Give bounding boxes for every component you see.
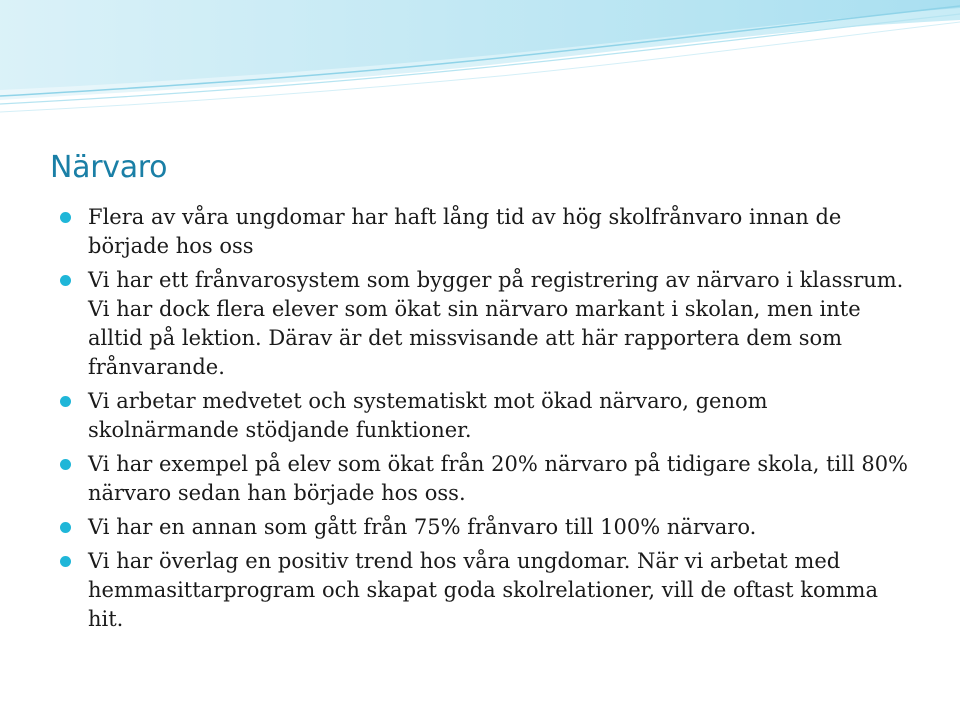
bullet-text: Vi har exempel på elev som ökat från 20% närvaro på tidigare skola, till 80% närvaro sedan han började hos oss. [88, 452, 909, 505]
bullet-text: Vi har en annan som gått från 75% frånvaro till 100% närvaro. [88, 515, 757, 539]
bullet-dot-icon [60, 556, 71, 567]
bullet-item [58, 387, 908, 445]
bullet-dot-icon [60, 212, 71, 223]
bullet-dot-icon [60, 275, 71, 286]
bullet-item [58, 266, 908, 382]
bullet-list [58, 203, 908, 639]
bullet-item [58, 513, 908, 542]
bullet-text: Vi har överlag en positiv trend hos våra ungdomar. När vi arbetat med hemmasittarprogram och skapat goda skolrelationer, vill de oftast komma hit. [88, 549, 878, 631]
bullet-text: Vi arbetar medvetet och systematiskt mot ökad närvaro, genom skolnärmande stödjande funktioner. [88, 389, 768, 442]
slide-title: Närvaro [50, 150, 168, 185]
bullet-dot-icon [60, 396, 71, 407]
bullet-text: Flera av våra ungdomar har haft lång tid av hög skolfrånvaro innan de började hos oss [88, 205, 842, 258]
bullet-dot-icon [60, 459, 71, 470]
bullet-item [58, 450, 908, 508]
bullet-item [58, 203, 908, 261]
decorative-wave-header [0, 0, 960, 130]
bullet-item [58, 547, 908, 634]
bullet-dot-icon [60, 522, 71, 533]
bullet-text: Vi har ett frånvarosystem som bygger på registrering av närvaro i klassrum. Vi har dock flera elever som ökat sin närvaro markant i skolan, men inte alltid på lektion. Därav är det missvisande att här rapportera dem som frånvarande. [88, 268, 904, 379]
